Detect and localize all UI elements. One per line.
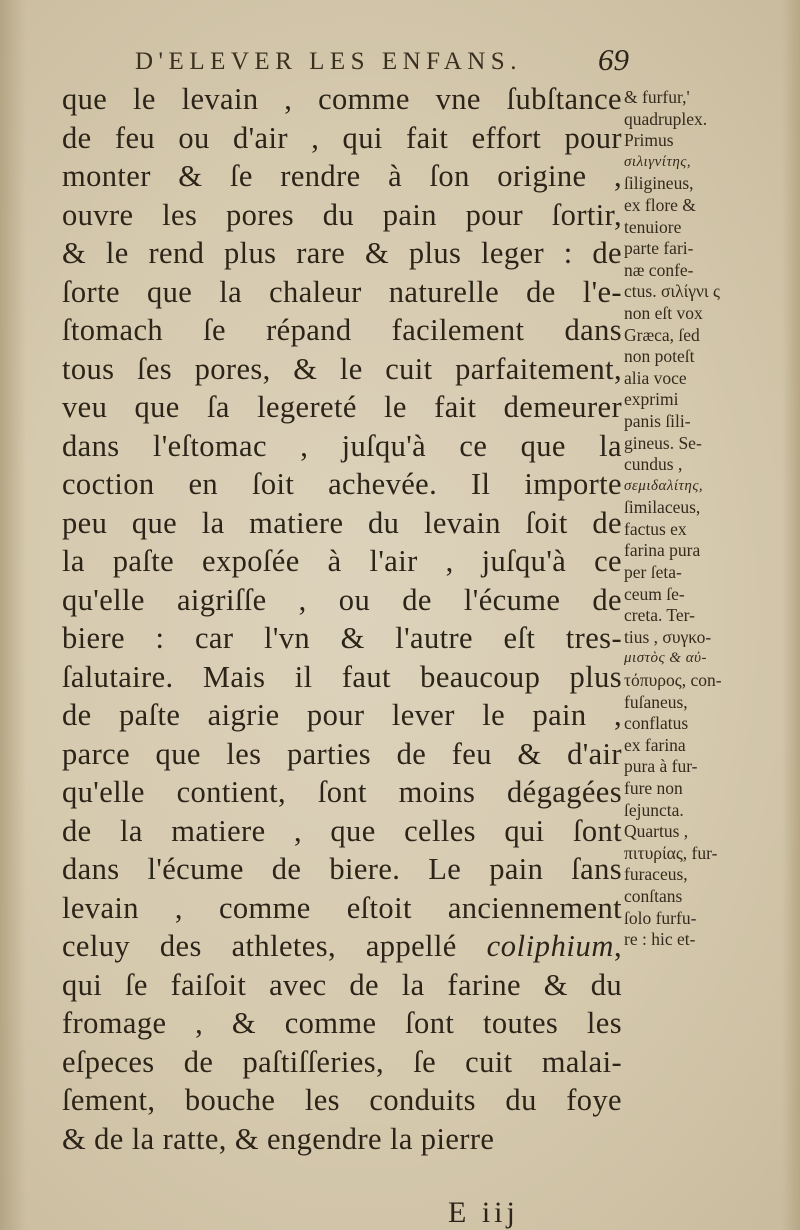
margin-note-line: panis ſili- — [624, 410, 691, 431]
text-line: de feu ou d'air , qui fait effort pour — [62, 120, 622, 155]
italic-term-coliphium: coliphium — [486, 929, 614, 963]
margin-note-line: conſtans — [624, 885, 683, 906]
text-line: ſorte que la chaleur naturelle de l'e- — [62, 274, 622, 309]
margin-note-line: ſolo furfu- — [624, 907, 697, 928]
margin-note-line: conflatus — [624, 713, 689, 734]
margin-note-line: per ſeta- — [624, 562, 682, 583]
text-line: qui ſe faiſoit avec de la farine & du — [62, 967, 622, 1002]
text-line: ſement, bouche les conduits du foye — [62, 1083, 622, 1117]
margin-note-line: σεμιδαλίτης, — [624, 477, 704, 494]
text-line: qu'elle contient, ſont moins dégagées — [62, 775, 622, 809]
margin-note-line: creta. Ter- — [624, 605, 695, 626]
margin-note-line: non poteſt — [624, 346, 695, 367]
text-line: ſalutaire. Mais il faut beaucoup plus — [62, 659, 622, 694]
text-line-coliphium — [62, 927, 622, 966]
margin-note-line: non eſt vox — [624, 302, 703, 323]
text-line: & de la ratte, & engendre la pierre — [62, 1121, 495, 1156]
margin-note-line: fuſaneus, — [624, 691, 688, 712]
text-line: monter & ſe rendre à ſon origine , — [62, 159, 622, 193]
page-number: 69 — [598, 42, 629, 77]
margin-note-line: ſimilaceus, — [624, 497, 701, 518]
margin-note-line: Primus — [624, 130, 674, 151]
margin-note-line: Græca, ſed — [624, 324, 700, 345]
margin-note-line: næ confe- — [624, 259, 694, 280]
margin-note-line: alia voce — [624, 367, 687, 388]
margin-note-line: re : hic et- — [624, 929, 696, 950]
text-line: ouvre les pores du pain pour ſortir, — [62, 197, 622, 232]
margin-note-line: gineus. Se- — [624, 432, 702, 453]
text-line: parce que les parties de feu & d'air — [62, 736, 622, 771]
margin-note-line: & furfur,' — [624, 87, 690, 107]
running-head: D'ELEVER LES ENFANS. — [135, 48, 522, 75]
text-line: la paſte expoſée à l'air , juſqu'à ce — [62, 544, 622, 578]
margin-note-line: fure non — [624, 778, 683, 798]
signature-mark: E iij — [448, 1196, 519, 1229]
page-edge-shadow-left — [0, 0, 26, 1230]
text-line: de la matiere , que celles qui ſont — [62, 813, 622, 848]
margin-note-line: μιστὸς & αὐ- — [624, 650, 707, 667]
text-line: fromage , & comme ſont toutes les — [62, 1006, 622, 1040]
text-line: dans l'écume de biere. Le pain ſans — [62, 852, 622, 886]
margin-note-line: factus ex — [624, 518, 687, 539]
marginal-notes — [624, 87, 790, 951]
text-line: tous ſes pores, & le cuit parfaitement, — [62, 351, 622, 386]
margin-note-line: τόπυρος, con- — [624, 670, 722, 691]
page-header — [0, 44, 800, 84]
text-line: peu que la matiere du levain ſoit de — [62, 505, 622, 540]
text-line: dans l'eſtomac , juſqu'à ce que la — [62, 428, 622, 463]
margin-note-line: Quartus , — [624, 821, 689, 842]
margin-note-line: ctus. σιλίγνι ς — [624, 281, 720, 302]
margin-note-line: ex flore & — [624, 194, 696, 215]
text-line: levain , comme eſtoit anciennement — [62, 890, 622, 925]
text-line: qu'elle aigriſſe , ou de l'écume de — [62, 582, 622, 617]
text-line: & le rend plus rare & plus leger : de — [62, 236, 622, 270]
margin-note-line: πιτυρίας, fur- — [624, 842, 718, 863]
text-line: eſpeces de paſtiſſeries, ſe cuit malai- — [62, 1044, 622, 1079]
text-line-segment: , — [613, 929, 622, 963]
margin-note-line: farina pura — [624, 540, 701, 561]
margin-note-line: pura à fur- — [624, 756, 698, 777]
margin-note-line: parte fari- — [624, 238, 694, 259]
text-line: biere : car l'vn & l'autre eſt tres- — [62, 621, 622, 655]
margin-note-line: ceum ſe- — [624, 583, 685, 604]
margin-note-line: quadruplex. — [624, 108, 708, 129]
margin-note-line: furaceus, — [624, 864, 688, 885]
text-line: veu que ſa legereté le fait demeurer — [62, 390, 622, 424]
margin-note-line: ex farina — [624, 734, 686, 755]
text-line: coction en ſoit achevée. Il importe — [62, 467, 622, 501]
text-line: de paſte aigrie pour lever le pain , — [62, 698, 622, 732]
margin-note-line: tius , συγκο- — [624, 626, 712, 647]
text-line: que le levain , comme vne ſubſtance — [62, 82, 622, 116]
margin-note-line: tenuiore — [624, 216, 682, 237]
margin-note-line: cundus , — [624, 454, 683, 475]
text-line-segment: celuy des athletes, appellé — [62, 929, 487, 963]
main-text-column — [62, 80, 622, 1158]
text-line: ſtomach ſe répand facilement dans — [62, 313, 622, 347]
margin-note-line: ſiligineus, — [624, 173, 694, 194]
margin-note-line: σιλιγνίτης, — [624, 153, 692, 170]
margin-note-line: ſejuncta. — [624, 799, 684, 820]
margin-note-line: exprimi — [624, 389, 679, 410]
